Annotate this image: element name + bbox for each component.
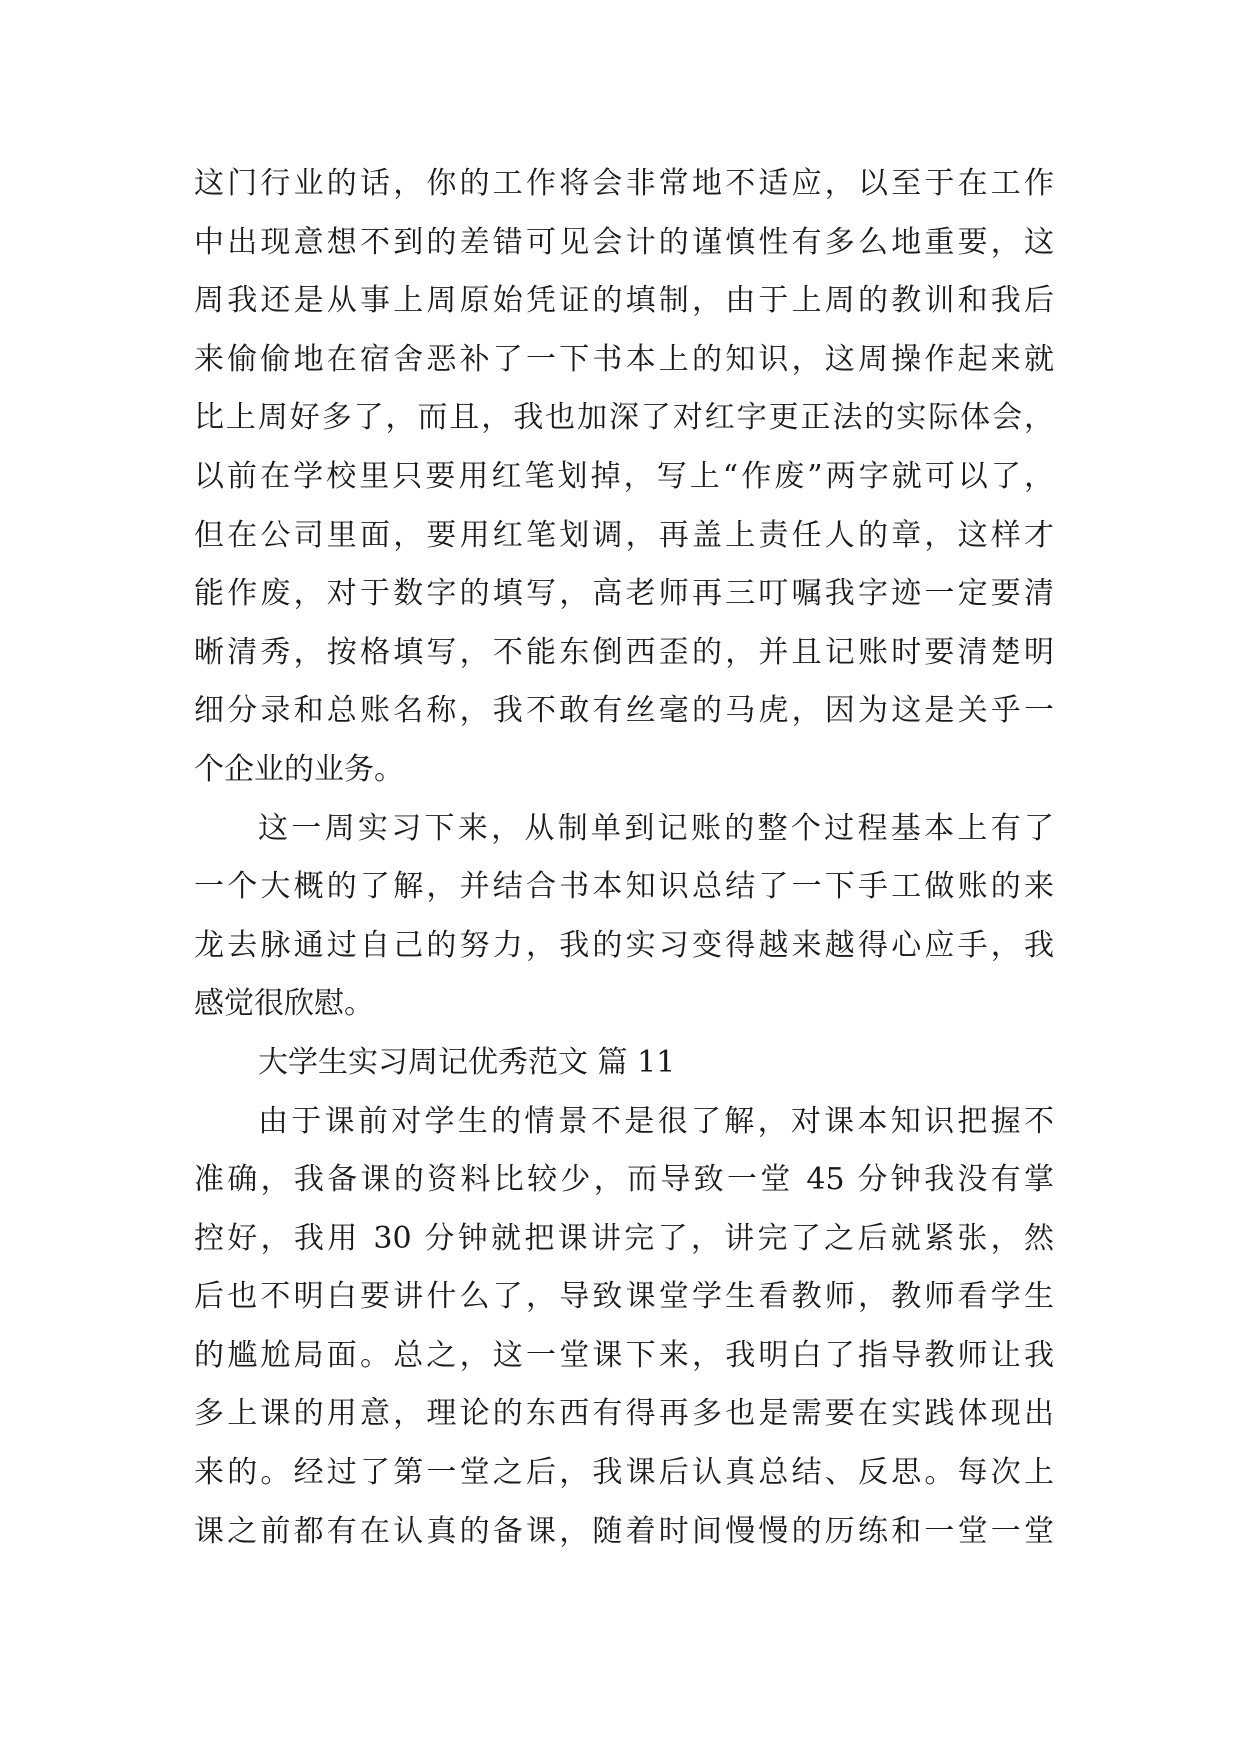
text-line: 周我还是从事上周原始凭证的填制，由于上周的教训和我后 <box>194 283 1054 319</box>
text-line: 这门行业的话，你的工作将会非常地不适应，以至于在工作 <box>194 166 1054 201</box>
section-heading: 大学生实习周记优秀范文 篇 11 <box>258 1044 676 1080</box>
text-line: 但在公司里面，要用红笔划调，再盖上责任人的章，这样才 <box>194 517 1054 553</box>
text-line: 控好，我用 30 分钟就把课讲完了，讲完了之后就紧张，然 <box>194 1220 1054 1256</box>
text-line: 由于课前对学生的情景不是很了解，对课本知识把握不 <box>258 1103 1054 1139</box>
text-line: 感觉很欣慰。 <box>194 986 374 1022</box>
body-text <box>194 155 1054 1561</box>
text-line: 来偷偷地在宿舍恶补了一下书本上的知识，这周操作起来就 <box>194 341 1054 377</box>
text-line: 比上周好多了，而且，我也加深了对红字更正法的实际体会， <box>194 400 1054 436</box>
text-line: 多上课的用意，理论的东西有得再多也是需要在实践体现出 <box>194 1396 1054 1432</box>
text-line: 准确，我备课的资料比较少，而导致一堂 45 分钟我没有掌 <box>194 1162 1054 1198</box>
text-line: 课之前都有在认真的备课，随着时间慢慢的历练和一堂一堂 <box>194 1513 1054 1549</box>
text-line: 细分录和总账名称，我不敢有丝毫的马虎，因为这是关乎一 <box>194 693 1054 729</box>
text-line: 这一周实习下来，从制单到记账的整个过程基本上有了 <box>258 810 1054 846</box>
text-line: 龙去脉通过自己的努力，我的实习变得越来越得心应手，我 <box>194 927 1054 963</box>
text-line: 以前在学校里只要用红笔划掉，写上“作废”两字就可以了， <box>194 458 1054 494</box>
text-line: 来的。经过了第一堂之后，我课后认真总结、反思。每次上 <box>194 1455 1054 1491</box>
text-line: 个企业的业务。 <box>194 751 404 787</box>
text-line: 的尴尬局面。总之，这一堂课下来，我明白了指导教师让我 <box>194 1337 1054 1373</box>
text-line: 能作废，对于数字的填写，高老师再三叮嘱我字迹一定要清 <box>194 576 1054 612</box>
text-line: 后也不明白要讲什么了，导致课堂学生看教师，教师看学生 <box>194 1279 1054 1315</box>
text-line: 中出现意想不到的差错可见会计的谨慎性有多么地重要，这 <box>194 224 1054 260</box>
text-line: 一个大概的了解，并结合书本知识总结了一下手工做账的来 <box>194 869 1054 905</box>
text-line: 晰清秀，按格填写，不能东倒西歪的，并且记账时要清楚明 <box>194 634 1054 670</box>
